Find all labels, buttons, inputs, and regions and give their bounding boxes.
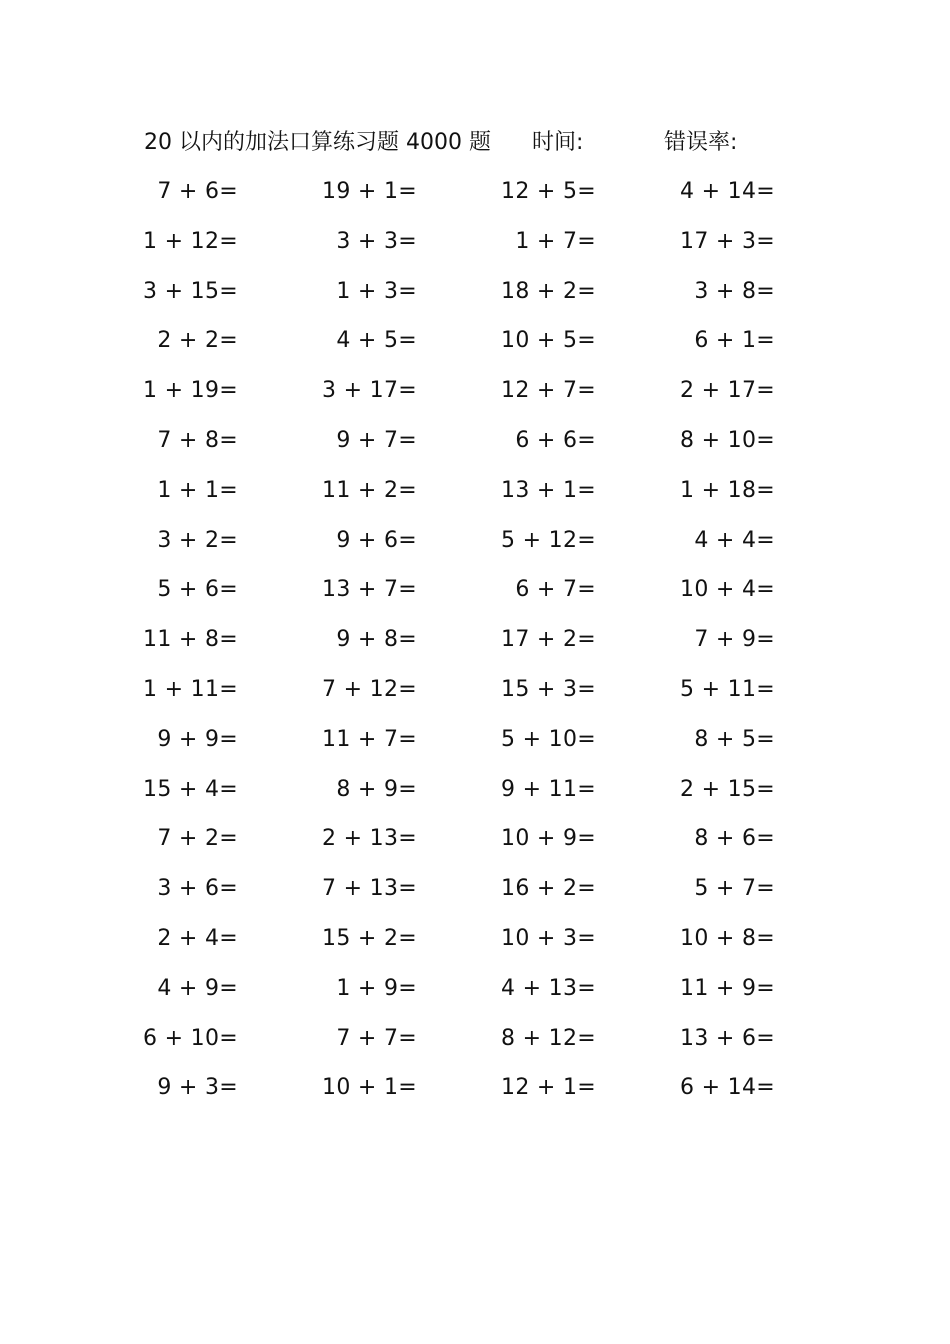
problem-cell: 17 + 2=	[501, 627, 596, 653]
problem-cell: 13 + 6=	[680, 1025, 775, 1051]
problem-row	[0, 867, 950, 917]
problem-cell: 1 + 11=	[143, 676, 238, 702]
problem-row	[0, 419, 950, 469]
problem-row	[0, 319, 950, 369]
problem-cell: 18 + 2=	[501, 278, 596, 304]
problem-row	[0, 170, 950, 220]
problem-cell: 2 + 2=	[157, 328, 238, 354]
problem-cell: 1 + 1=	[157, 477, 238, 503]
problem-row	[0, 519, 950, 569]
problem-cell: 2 + 15=	[680, 776, 775, 802]
problem-cell: 7 + 8=	[157, 427, 238, 453]
problem-cell: 9 + 6=	[336, 527, 417, 553]
problem-cell: 1 + 18=	[680, 477, 775, 503]
problem-cell: 4 + 14=	[680, 179, 775, 204]
problem-cell: 3 + 8=	[694, 278, 775, 304]
problem-cell: 6 + 14=	[680, 1075, 775, 1101]
problem-cell: 5 + 11=	[680, 676, 775, 702]
problem-cell: 2 + 4=	[157, 925, 238, 951]
problem-cell: 9 + 7=	[336, 427, 417, 453]
problem-cell: 7 + 2=	[157, 826, 238, 852]
problem-cell: 2 + 13=	[322, 826, 417, 852]
problem-cell: 11 + 8=	[143, 627, 238, 653]
problem-row	[0, 618, 950, 668]
problem-row	[0, 1017, 950, 1067]
problem-cell: 9 + 9=	[157, 726, 238, 752]
problem-cell: 4 + 4=	[694, 527, 775, 553]
problem-row	[0, 768, 950, 818]
problem-cell: 8 + 12=	[501, 1025, 596, 1051]
problem-cell: 10 + 5=	[501, 328, 596, 354]
problem-cell: 13 + 1=	[501, 477, 596, 503]
problem-cell: 11 + 7=	[322, 726, 417, 752]
problem-cell: 7 + 13=	[322, 876, 417, 902]
problem-row	[0, 220, 950, 270]
problem-cell: 7 + 7=	[336, 1025, 417, 1051]
problem-cell: 6 + 7=	[515, 577, 596, 603]
worksheet-header	[0, 126, 950, 160]
problem-row	[0, 568, 950, 618]
problem-cell: 7 + 12=	[322, 676, 417, 702]
problem-row	[0, 668, 950, 718]
problem-cell: 9 + 8=	[336, 627, 417, 653]
problem-cell: 15 + 2=	[322, 925, 417, 951]
problem-cell: 11 + 2=	[322, 477, 417, 503]
problem-cell: 9 + 3=	[157, 1075, 238, 1101]
problem-cell: 10 + 8=	[680, 925, 775, 951]
problem-cell: 12 + 5=	[501, 179, 596, 204]
problem-row	[0, 369, 950, 419]
problem-cell: 5 + 10=	[501, 726, 596, 752]
problem-cell: 6 + 1=	[694, 328, 775, 354]
problem-row	[0, 1066, 950, 1116]
problem-row	[0, 967, 950, 1017]
problem-cell: 5 + 6=	[157, 577, 238, 603]
problem-cell: 17 + 3=	[680, 228, 775, 254]
problem-cell: 12 + 1=	[501, 1075, 596, 1101]
problem-cell: 2 + 17=	[680, 378, 775, 404]
problem-cell: 9 + 11=	[501, 776, 596, 802]
problem-cell: 3 + 15=	[143, 278, 238, 304]
problem-cell: 19 + 1=	[322, 179, 417, 204]
problem-cell: 8 + 5=	[694, 726, 775, 752]
problem-row	[0, 817, 950, 867]
problem-cell: 4 + 9=	[157, 975, 238, 1001]
error-rate-label: 错误率:	[664, 130, 738, 155]
problem-cell: 3 + 3=	[336, 228, 417, 254]
problem-cell: 8 + 9=	[336, 776, 417, 802]
problem-row	[0, 270, 950, 320]
problem-cell: 7 + 9=	[694, 627, 775, 653]
problem-cell: 3 + 2=	[157, 527, 238, 553]
problem-cell: 11 + 9=	[680, 975, 775, 1001]
problem-cell: 8 + 10=	[680, 427, 775, 453]
problem-cell: 16 + 2=	[501, 876, 596, 902]
problem-cell: 5 + 12=	[501, 527, 596, 553]
problem-cell: 4 + 5=	[336, 328, 417, 354]
problem-row	[0, 718, 950, 768]
problem-cell: 10 + 1=	[322, 1075, 417, 1101]
problem-cell: 10 + 9=	[501, 826, 596, 852]
problem-grid	[0, 170, 950, 1116]
time-label: 时间:	[532, 130, 584, 155]
problem-cell: 1 + 3=	[336, 278, 417, 304]
problem-cell: 6 + 10=	[143, 1025, 238, 1051]
problem-cell: 1 + 19=	[143, 378, 238, 404]
problem-cell: 7 + 6=	[157, 179, 238, 204]
problem-cell: 15 + 3=	[501, 676, 596, 702]
worksheet-title: 20 以内的加法口算练习题 4000 题	[144, 130, 491, 155]
problem-cell: 1 + 12=	[143, 228, 238, 254]
problem-cell: 1 + 9=	[336, 975, 417, 1001]
problem-cell: 3 + 17=	[322, 378, 417, 404]
problem-row	[0, 917, 950, 967]
problem-cell: 6 + 6=	[515, 427, 596, 453]
problem-cell: 5 + 7=	[694, 876, 775, 902]
problem-cell: 3 + 6=	[157, 876, 238, 902]
problem-row	[0, 469, 950, 519]
problem-cell: 10 + 3=	[501, 925, 596, 951]
problem-cell: 15 + 4=	[143, 776, 238, 802]
problem-cell: 12 + 7=	[501, 378, 596, 404]
problem-cell: 1 + 7=	[515, 228, 596, 254]
problem-cell: 8 + 6=	[694, 826, 775, 852]
problem-cell: 10 + 4=	[680, 577, 775, 603]
problem-cell: 13 + 7=	[322, 577, 417, 603]
problem-cell: 4 + 13=	[501, 975, 596, 1001]
